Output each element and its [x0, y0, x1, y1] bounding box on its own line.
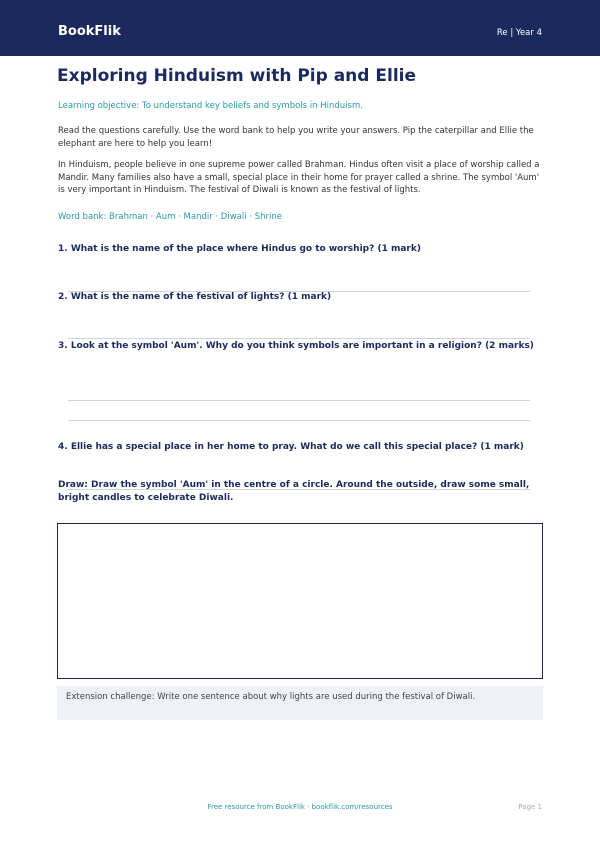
question-4: 4. Ellie has a special place in her home to pray. What do we call this special place? (1 mark) [58, 442, 524, 452]
question-3: 3. Look at the symbol 'Aum'. Why do you think symbols are important in a religion? (2 marks) [58, 341, 534, 351]
extension-text: Extension challenge: Write one sentence about why lights are used during the festival of Diwali. [66, 692, 476, 702]
brand-logo-text: BookFlik [58, 24, 121, 39]
question-2: 2. What is the name of the festival of lights? (1 mark) [58, 292, 332, 302]
question-1: 1. What is the name of the place where Hindus go to worship? (1 mark) [58, 244, 421, 254]
learning-objective: Learning objective: To understand key beliefs and symbols in Hinduism. [58, 101, 363, 111]
subject-year-label: Re | Year 4 [496, 28, 542, 38]
answer-line-3a[interactable] [68, 400, 530, 401]
intro-paragraph: Read the questions carefully. Use the word bank to help you write your answers. Pip the caterpillar and Ellie the elephant are here to help you learn! [58, 126, 534, 149]
footer-credit[interactable]: Free resource from BookFlik · bookflik.com/resources [207, 803, 393, 811]
draw-task: Draw: Draw the symbol 'Aum' in the centre of a circle. Around the outside, draw some small, bright candles to celebrate Diwali. [58, 480, 530, 503]
page-title: Exploring Hinduism with Pip and Ellie [57, 66, 417, 86]
header-bar [0, 0, 600, 56]
context-paragraph: In Hinduism, people believe in one supreme power called Brahman. Hindus often visit a place of worship called a Mandir. Many families also have a small, special place in their home for prayer called a shrine. The symbol 'Aum' is very important in Hinduism. The festival of Diwali is known as the festival of lights. [58, 160, 540, 195]
answer-line-3b[interactable] [68, 420, 530, 421]
word-bank: Word bank: Brahman · Aum · Mandir · Diwali · Shrine [58, 212, 282, 222]
answer-line-2[interactable] [68, 338, 530, 339]
extension-challenge [57, 686, 543, 720]
page-number: Page 1 [518, 803, 542, 811]
drawing-box[interactable] [57, 523, 543, 679]
